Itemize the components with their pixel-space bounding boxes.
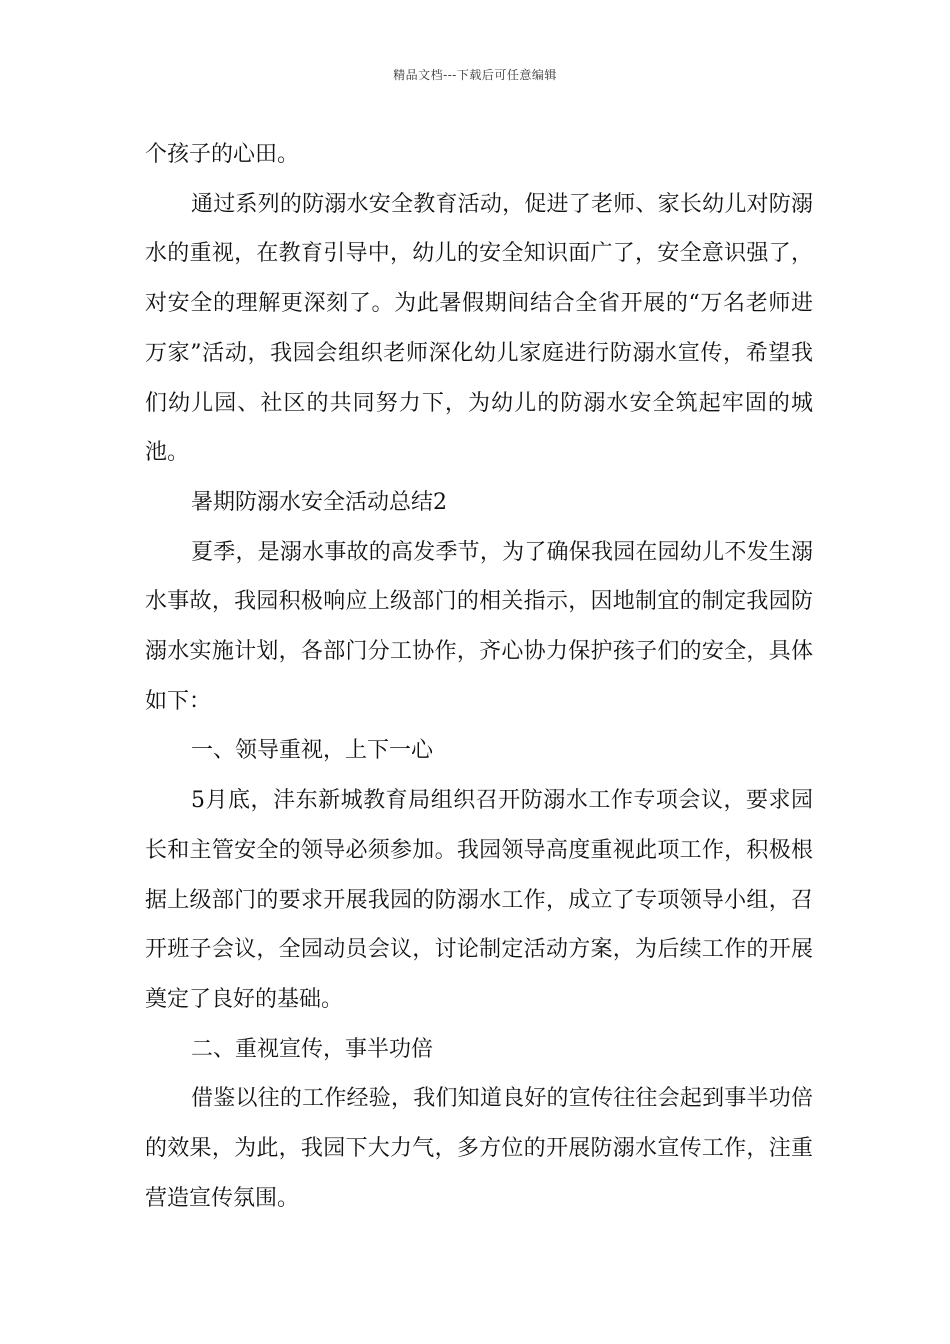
page-header: 精品文档---下载后可任意编辑 [393,68,557,82]
paragraph-intro: 夏季，是溺水事故的高发季节，为了确保我园在园幼儿不发生溺水事故，我园积极响应上级部门的相关指示，因地制宜的制定我园防溺水实施计划，各部门分工协作，齐心协力保护孩子们的安全，具体如下： [145,539,813,714]
paragraph-publicity: 借鉴以往的工作经验，我们知道良好的宣传往往会起到事半功倍的效果，为此，我园下大力气，多方位的开展防溺水宣传工作，注重营造宣传氛围。 [145,1086,813,1211]
paragraph-leadership: 5月底，沣东新城教育局组织召开防溺水工作专项会议，要求园长和主管安全的领导必须参加。我园领导高度重视此项工作，积极根据上级部门的要求开展我园的防溺水工作，成立了专项领导小组，召开班子会议，全园动员会议，讨论制定活动方案，为后续工作的开展奠定了良好的基础。 [145,788,813,1012]
heading-leadership: 一、领导重视，上下一心 [191,738,434,764]
paragraph-summary: 通过系列的防溺水安全教育活动，促进了老师、家长幼儿对防溺水的重视，在教育引导中，幼儿的安全知识面广了，安全意识强了，对安全的理解更深刻了。为此暑假期间结合全省开展的“万名老师进万家”活动，我园会组织老师深化幼儿家庭进行防溺水宣传，希望我们幼儿园、社区的共同努力下，为幼儿的防溺水安全筑起牢固的城池。 [145,191,813,466]
section-title: 暑期防溺水安全活动总结2 [191,489,447,515]
paragraph-continuation: 个孩子的心田。 [145,142,300,167]
document-body [145,130,813,1223]
heading-publicity: 二、重视宣传，事半功倍 [191,1036,434,1062]
